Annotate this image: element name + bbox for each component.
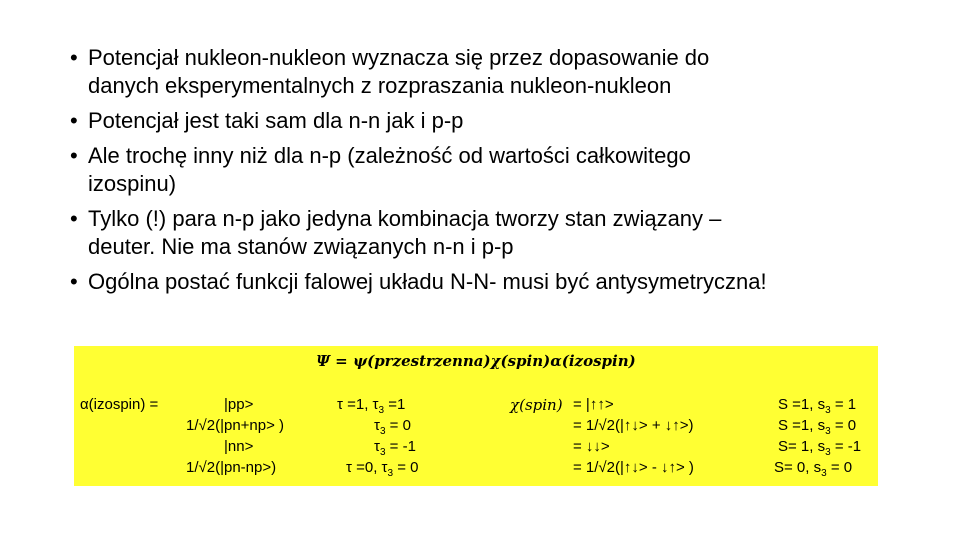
tau-value: $\tau_3 = 0$	[374, 417, 411, 437]
bullet-list	[70, 44, 940, 296]
spin-value: S= 1, $s_3 = -1$	[778, 438, 862, 458]
bullet-line: izospinu)	[88, 171, 177, 196]
bullet-line: Ale trochę inny niż dla n-p (zależność od wartości całkowitego	[88, 143, 691, 168]
bullet-line: deuter. Nie ma stanów związanych n-n i p-p	[88, 234, 514, 259]
bullet-line: Potencjał nukleon-nukleon wyznacza się przez dopasowanie do	[88, 45, 710, 70]
bullet-dot: •	[70, 269, 78, 294]
spin-value: S= 0, $s_3 = 0$	[774, 459, 853, 479]
alpha-label: α(izospin) =	[80, 396, 159, 413]
spin-state: = 1/√2(|↑↓> - ↓↑> )	[573, 459, 694, 476]
bullet-item	[70, 44, 940, 100]
spin-value: S =1, $s_3 = 1$	[778, 396, 857, 416]
isospin-state: 1/√2(|pn+np> )	[186, 417, 285, 434]
bullet-item	[70, 205, 940, 261]
chi-label: χ(spin)	[510, 396, 563, 414]
wavefunction-box	[74, 346, 878, 486]
bullet-line: Tylko (!) para n-p jako jedyna kombinacja tworzy stan związany –	[88, 206, 722, 231]
tau-value: $\tau_3 = -1$	[374, 438, 416, 458]
isospin-state: 1/√2(|pn-np>)	[186, 459, 277, 476]
bullet-item	[70, 142, 940, 198]
bullet-line: danych eksperymentalnych z rozpraszania nukleon-nukleon	[88, 73, 672, 98]
bullet-dot: •	[70, 45, 78, 70]
bullet-dot: •	[70, 143, 78, 168]
bullet-item	[70, 268, 940, 296]
bullet-line: Potencjał jest taki sam dla n-n jak i p-p	[88, 108, 464, 133]
bullet-dot: •	[70, 206, 78, 231]
wavefunction-formula: Ψ = ψ(przestrzenna)χ(spin)α(izospin)	[316, 352, 636, 370]
spin-state: = ↓↓>	[573, 438, 610, 455]
tau-value: τ =1, $\tau_3 =1$	[337, 396, 406, 416]
isospin-state: |pp>	[224, 396, 254, 413]
bullet-line: Ogólna postać funkcji falowej układu N-N- musi być antysymetryczna!	[88, 269, 767, 294]
tau-value: τ =0, $\tau_3 = 0$	[346, 459, 419, 479]
spin-state: = |↑↑>	[573, 396, 614, 413]
spin-value: S =1, $s_3 = 0$	[778, 417, 857, 437]
isospin-state: |nn>	[224, 438, 254, 455]
bullet-item	[70, 107, 940, 135]
spin-state: = 1/√2(|↑↓> + ↓↑>)	[573, 417, 694, 434]
bullet-dot: •	[70, 108, 78, 133]
